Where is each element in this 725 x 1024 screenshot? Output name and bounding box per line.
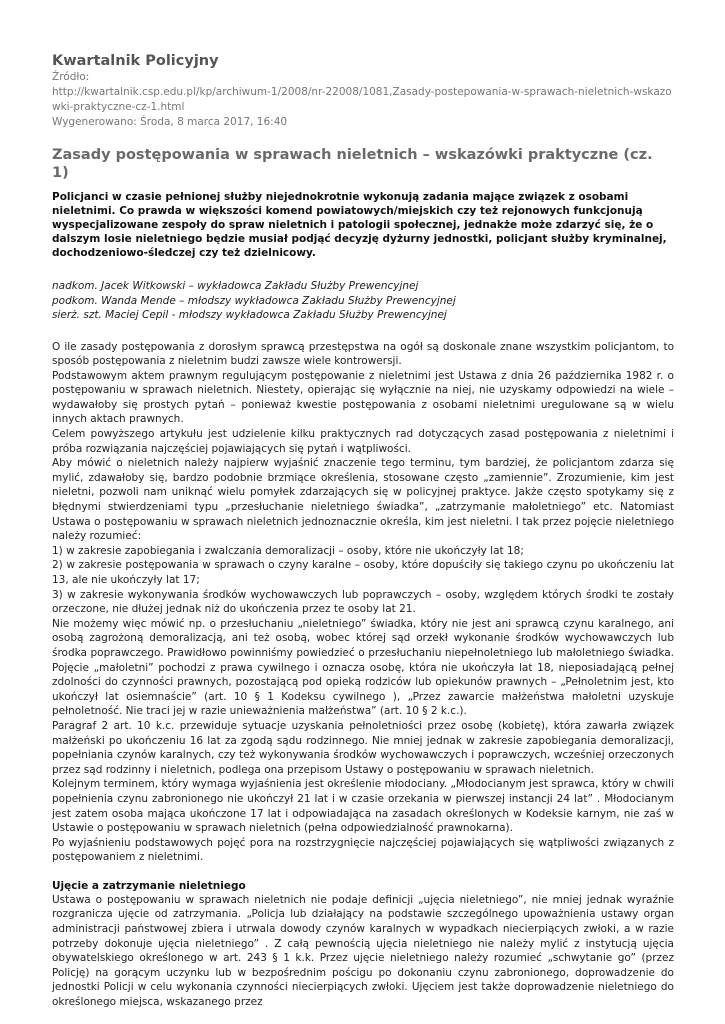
generated-date: Wygenerowano: Środa, 8 marca 2017, 16:40 [52, 116, 288, 128]
list-item: 3) w zakresie wykonywania środków wychowawczych lub poprawczych – osoby, względem których środki te zostały orzeczone, nie dłużej jednak niż do ukończenia przez te osoby lat 21. [52, 588, 674, 616]
author-line: nadkom. Jacek Witkowski – wykładowca Zakładu Służby Prewencyjnej [52, 280, 419, 292]
body-paragraph: Paragraf 2 art. 10 k.c. przewiduje sytuacje uzyskania pełnoletniości przez osobę (kobietę), która zawarła związek małżeński po ukończeniu 16 lat za zgodą sądu rodzinnego. Nie mniej jednak w zakresie zapobiegania demoralizacji, popełniania czynów karalnych, czy też wykonywania środków wychowawczych i poprawczych, wcześniej orzeczonych przez sąd rodzinny i nieletnich, podlega ona przepisom Ustawy o postępowaniu w sprawach nieletnich. [52, 719, 674, 776]
article-body [52, 340, 674, 1010]
body-paragraph: Nie możemy więc mówić np. o przesłuchaniu „nieletniego” świadka, który nie jest ani sprawcą czynu karalnego, ani osobą zagrożoną demoralizacją, ani też osobą, wobec której sąd orzekł wykonanie środków wychowawczych lub środka poprawczego. Prawidłowo powinniśmy powiedzieć o przesłuchaniu niepełnoletniego lub małoletniego świadka. Pojęcie „małoletni” pochodzi z prawa cywilnego i oznacza osobę, która nie ukończyła lat 18, nieposiadającą pełnej zdolności do czynności prawnych, pozostającą pod opieką rodziców lub opiekunów prawnych – „Pełnoletnim jest, kto ukończył lat osiemnaście” (art. 10 § 1 Kodeksu cywilnego ), „Przez zawarcie małżeństwa małoletni uzyskuje pełnoletność. Nie traci jej w razie unieważnienia małżeństwa” (art. 10 § 2 k.c.). [52, 617, 674, 718]
body-paragraph: Aby mówić o nieletnich należy najpierw wyjaśnić znaczenie tego terminu, tym bardziej, że policjantom zdarza się mylić, zdawałoby się, bardzo podobnie brzmiące określenia, stosowane często „zamiennie”. Zrozumienie, kim jest nieletni, pozwoli nam uniknąć wielu pomyłek zdarzających się w policyjnej praktyce. Jakże często spotykamy się z błędnymi stwierdzeniami typu „przesłuchanie nieletniego świadka”, „zatrzymanie małoletniego” etc. Natomiast Ustawa o postępowaniu w sprawach nieletnich jednoznacznie określa, kim jest nieletni. I tak przez pojęcie nieletniego należy rozumieć: [52, 457, 674, 543]
body-paragraph: Kolejnym terminem, który wymaga wyjaśnienia jest określenie młodociany. „Młodocianym jest sprawca, który w chwili popełnienia czynu zabronionego nie ukończył 21 lat i w czasie orzekania w pierwszej instancji 24 lat” . Młodocianym jest zatem osoba mająca ukończone 17 lat i odpowiadająca na zasadach określonych w Kodeksie karnym, nie zaś w Ustawie o postępowaniu w sprawach nieletnich (pełna odpowiedzialność prawnokarna). [52, 778, 674, 835]
document-page [52, 52, 674, 1010]
author-line: sierż. szt. Maciej Cepil - młodszy wykładowca Zakładu Służby Prewencyjnej [52, 309, 447, 321]
body-paragraph: Podstawowym aktem prawnym regulującym postępowanie z nieletnimi jest Ustawa z dnia 26 października 1982 r. o postępowaniu w sprawach nieletnich. Niestety, opierając się wyłącznie na niej, nie uzyskamy odpowiedzi na wiele – wydawałoby się prostych pytań – ponieważ kwestie postępowania z osobami nieletnimi uregulowane są w wielu innych aktach prawnych. [52, 369, 674, 426]
article-title: Zasady postępowania w sprawach nieletnich – wskazówki praktyczne (cz. 1) [52, 147, 653, 181]
body-paragraph: Ustawa o postępowaniu w sprawach nieletnich nie podaje definicji „ujęcia nieletniego”, nie mniej jednak wyraźnie rozgranicza ujęcie od zatrzymania. „Policja lub działający na podstawie szczególnego upoważnienia ustawy organ administracji państwowej zbiera i utrwala dowody czynów karalnych w wypadkach niecierpiących zwłoki, a w razie potrzeby dokonuje ujęcia nieletniego” . Z całą pewnością ujęcia nieletniego nie należy mylić z instytucją ujęcia obywatelskiego określonego w art. 243 § 1 k.k. Przez ujęcie nieletniego należy rozumieć „schwytanie go” (przez Policję) na gorącym uczynku lub w bezpośrednim pościgu po dokonaniu czynu zabronionego, doprowadzenie do jednostki Policji w celu wykonania czynności niecierpiących zwłoki. Ujęciem jest także doprowadzenie nieletniego do określonego miejsca, wskazanego przez [52, 893, 674, 1009]
authors-list [52, 279, 674, 323]
section-heading: Ujęcie a zatrzymanie nieletniego [52, 879, 246, 892]
source-meta [52, 70, 674, 130]
article-lead: Policjanci w czasie pełnionej służby niejednokrotnie wykonują zadania mające związek z osobami nieletnimi. Co prawda w większości komend powiatowych/miejskich czy też rejonowych funkcjonują wyspecjalizowane zespoły do spraw nieletnich i patologii społecznej, jednakże może zdarzyć się, że o dalszym losie nieletniego będzie musiał podjąć decyzję dyżurny jednostki, policjant służby kryminalnej, dochodzeniowo-śledczej czy też dzielnicowy. [52, 191, 667, 259]
body-paragraph: Celem powyższego artykułu jest udzielenie kilku praktycznych rad dotyczących zasad postępowania z nieletnimi i próba rozwiązania najczęściej pojawiających się pytań i wątpliwości. [52, 428, 674, 455]
author-line: podkom. Wanda Mende – młodszy wykładowca Zakładu Służby Prewencyjnej [52, 294, 456, 307]
body-paragraph: Po wyjaśnieniu podstawowych pojęć pora na rozstrzygnięcie najczęściej pojawiających się wątpliwości związanych z postępowaniem z nieletnimi. [52, 836, 674, 864]
journal-title: Kwartalnik Policyjny [52, 53, 219, 69]
source-label: Źródło: [52, 71, 90, 83]
body-paragraph: O ile zasady postępowania z dorosłym sprawcą przestępstwa na ogół są doskonale znane wszystkim policjantom, to sposób postępowania z nieletnim budzi zawsze wiele kontrowersji. [52, 340, 674, 368]
source-url[interactable]: http://kwartalnik.csp.edu.pl/kp/archiwum-1/2008/nr-22008/1081,Zasady-postepowania-w-sprawach-nieletnich-wskazowki-praktyczne-cz-1.html [52, 86, 672, 113]
list-item: 2) w zakresie postępowania w sprawach o czyny karalne – osoby, które dopuściły się takiego czynu po ukończeniu lat 13, ale nie ukończyły lat 17; [52, 559, 674, 586]
list-item: 1) w zakresie zapobiegania i zwalczania demoralizacji – osoby, które nie ukończyły lat 18; [52, 544, 524, 557]
